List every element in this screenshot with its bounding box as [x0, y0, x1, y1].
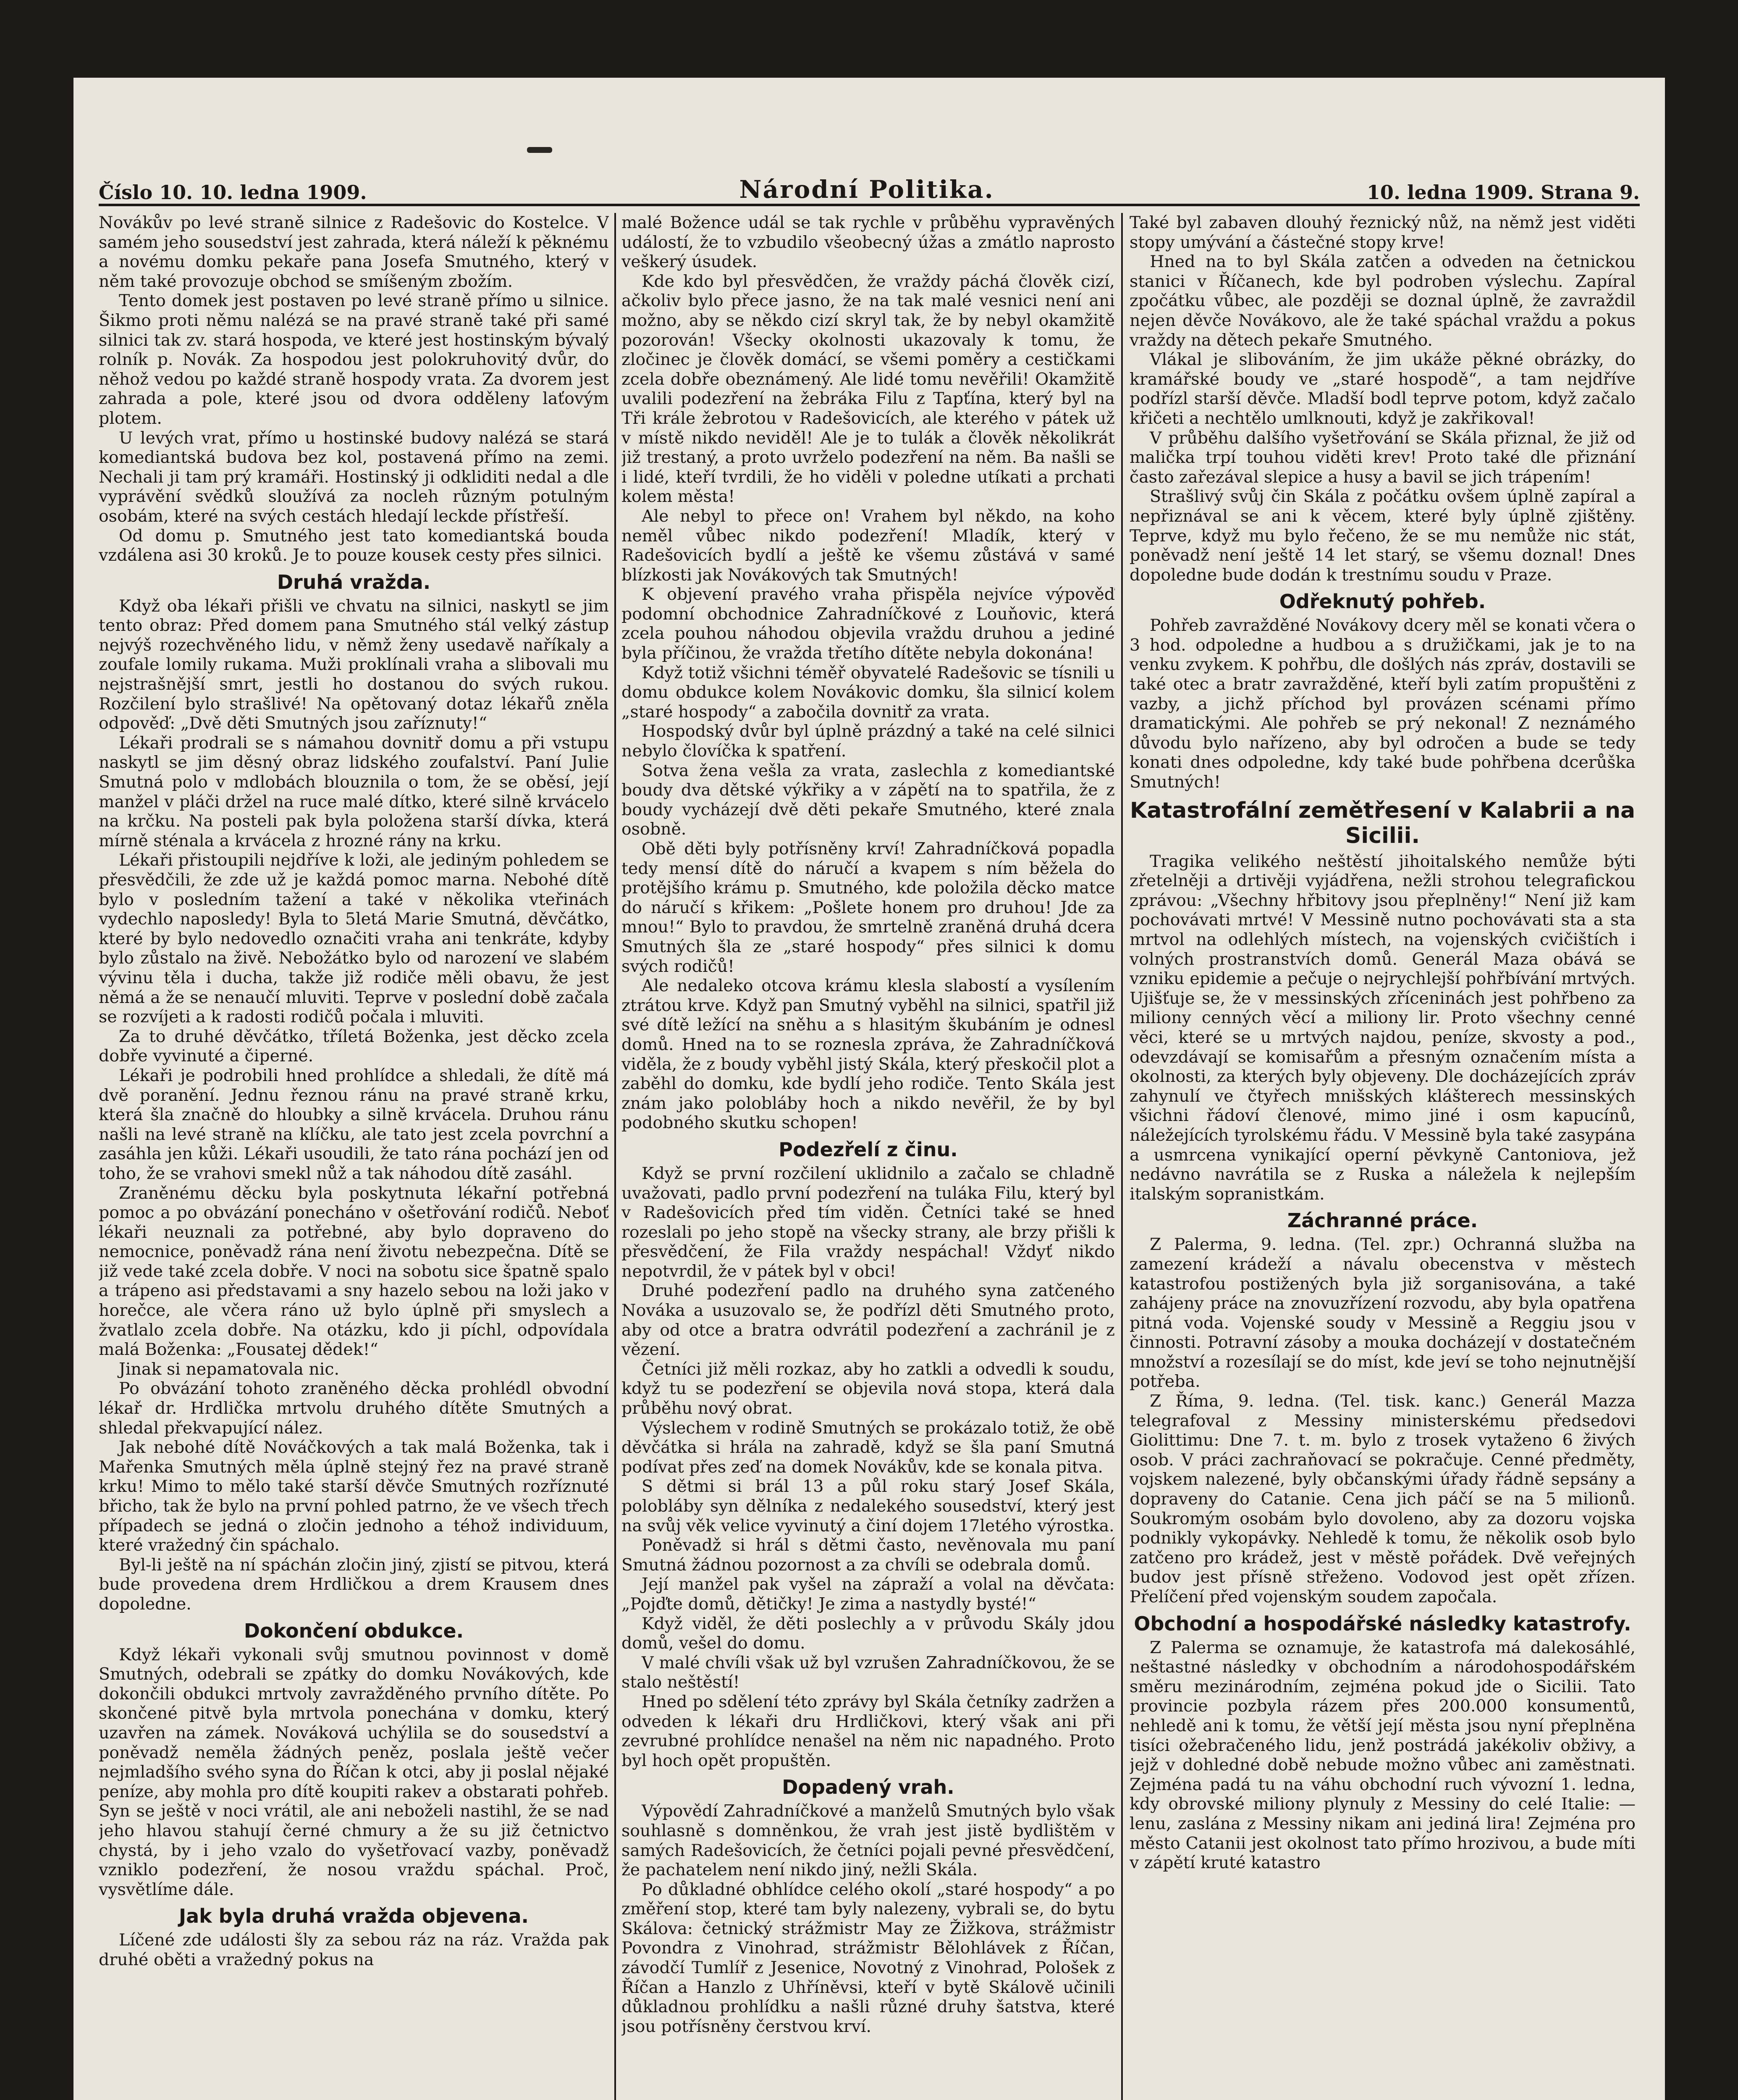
paragraph: Lékaři je podrobili hned prohlídce a shledali, že dítě má dvě poranění. Jednu řeznou ránu na pravé straně krku, která šla značně do hloubky a silně krvácela. Druhou ránu našli na levé straně na klíčku, ale tato jest zcela povrchní a zasáhla jen kůži. Lékaři usoudili, že tato rána pochází jen od toho, že se vrahovi smekl nůž a tak náhodou dítě zasáhl. — [99, 1066, 609, 1183]
issue-number: Číslo 10. 10. ledna 1909. — [99, 181, 367, 204]
paragraph: Poněvadž si hrál s dětmi často, nevěnovala mu paní Smutná žádnou pozornost a za chvíli se odebrala domů. — [621, 1536, 1115, 1575]
paragraph: K objevení pravého vraha přispěla nejvíce výpověď podomní obchodnice Zahradníčkové z Louňovic, která zcela pouhou náhodou objevila vraždu druhou a jediné byla příčinou, že vražda třetího dítěte nebyla dokonána! — [621, 585, 1115, 663]
paragraph: Líčené zde události šly za sebou ráz na ráz. Vražda pak druhé oběti a vražedný pokus na — [99, 1930, 609, 1969]
paragraph: Za to druhé děvčátko, tříletá Boženka, jest děcko zcela dobře vyvinuté a čiperné. — [99, 1026, 609, 1066]
page-smudge — [527, 147, 552, 153]
paragraph: Také byl zabaven dlouhý řeznický nůž, na němž jest viděti stopy umývání a částečné stopy krve! — [1130, 213, 1636, 252]
paragraph: Od domu p. Smutného jest tato komediantská bouda vzdálena asi 30 kroků. Je to pouze kousek cesty přes silnici. — [99, 526, 609, 565]
paragraph: U levých vrat, přímo u hostinské budovy nalézá se stará komediantská budova bez kol, postavená přímo na zemi. Nechali ji tam prý kramáři. Hostinský ji odkliditi nedal a dle vyprávění svědků sloužívá za nocleh různým potulným osobám, které na svých cestách hledají leckde přístřeší. — [99, 428, 609, 526]
masthead-rule — [99, 204, 1640, 206]
paragraph: Tragika velikého neštěstí jihoitalského nemůže býti zřetelněji a drtivěji vyjádřena, nežli strohou telegrafickou zprávou: „Všechny hřbitovy jsou přeplněny!“ Není již kam pochovávati mrtvé! V Messině nutno pochovávati sta a sta mrtvol na odlehlých místech, na vojenských cvičištích i volných prostranstvích domů. Generál Maza obává se vzniku epidemie a pečuje o nejrychlejší pohřbívání mrtvých. Ujišťuje se, že v messinských zříceninách jest pohřbeno za miliony cenných věcí a miliony lir. Proto všechny cenné věci, které se u mrtvých najdou, peníze, skvosty a pod., odevzdávají se komisařům a přesným označením místa a okolnosti, za kterých byly objeveny. Dle docházejících zpráv zahynulí ve čtyřech mnišských klášterech messinských všichni řádoví členové, mimo jiné i osm kapucínů, náležejících tyrolskému řádu. V Messině byla také zasypána a usmrcena vynikající operní pěvkyně Cantoniova, jež nedávno navrátila se z Ruska a náležela k nejlepším italským sopranistkám. — [1130, 851, 1636, 1204]
paragraph: Lékaři prodrali se s námahou dovnitř domu a při vstupu naskytl se jim děsný obraz lidského zoufalství. Paní Julie Smutná polo v mdlobách blouznila o tom, že se oběsí, její manžel v pláči držel na ruce malé dítko, které silně krvácelo na krčku. Na posteli pak byla položena starší dívka, která mírně sténala a krvácela z hrozné rány na krku. — [99, 733, 609, 850]
column-1 — [99, 213, 609, 2100]
section-heading: Druhá vražda. — [277, 570, 431, 593]
paragraph: Ale nedaleko otcova krámu klesla slabostí a vysílením ztrátou krve. Když pan Smutný vyběhl na silnici, spatřil již své dítě ležící na sněhu a s hlasitým škubáním je odnesl domů. Hned na to se roznesla zpráva, že Zahradníčková viděla, že z boudy vyběhl jistý Skála, který přeskočil plot a zaběhl do domku, kde bydlí jeho rodiče. Tento Skála jest znám jako polobláby hoch a nikdo nevěřil, že by byl podobného skutku schopen! — [621, 976, 1115, 1133]
paragraph: Jak nebohé dítě Nováčkových a tak malá Boženka, tak i Mařenka Smutných měla úplně stejný řez na pravé straně krku! Mimo to mělo také starší děvče Smutných rozříznuté břicho, tak že bylo na první pohled patrno, že ve všech třech případech se jedná o zločin jednoho a téhož individuum, které vražedný čin spáchalo. — [99, 1438, 609, 1555]
paragraph: V průběhu dalšího vyšetřování se Skála přiznal, že již od malička trpí touhou viděti krev! Proto také dle přiznání často zařezával slepice a husy a bavil se jich trápením! — [1130, 428, 1636, 487]
paragraph: Sotva žena vešla za vrata, zaslechla z komediantské boudy dva dětské výkřiky a v zápětí na to spatřila, že z boudy vycházejí dvě děti pekaře Smutného, které znala osobně. — [621, 761, 1115, 839]
masthead — [99, 166, 1640, 204]
paragraph: Výpovědí Zahradníčkové a manželů Smutných bylo však souhlasně s domněnkou, že vrah jest jistě bydlištěm v samých Radešovicích, že četníci pojali pevné přesvědčení, že pachatelem není nikdo jiný, nežli Skála. — [621, 1801, 1115, 1880]
paragraph: Ale nebyl to přece on! Vrahem byl někdo, na koho neměl vůbec nikdo podezření! Mladík, který v Radešovicích bydlí a ještě ke všemu zůstává v samé blízkosti jak Novákových tak Smutných! — [621, 506, 1115, 585]
paragraph: Po obvázání tohoto zraněného děcka prohlédl obvodní lékař dr. Hrdlička mrtvolu druhého dítěte Smutných a shledal překvapující nález. — [99, 1379, 609, 1438]
paragraph: Hned na to byl Skála zatčen a odveden na četnickou stanici v Říčanech, kde byl podroben výslechu. Zapíral zpočátku vůbec, ale později se doznal úplně, že zavraždil nejen děvče Novákovo, ale že také spáchal vraždu a pokus vraždy na dětech pekaře Smutného. — [1130, 252, 1636, 350]
section-heading: Jak byla druhá vražda objevena. — [178, 1905, 529, 1928]
paragraph: Lékaři přistoupili nejdříve k loži, ale jediným pohledem se přesvědčili, že zde už je každá pomoc marna. Nebohé dítě bylo v posledním tažení a také v několika vteřinách vydechlo naposledy! Byla to 5letá Marie Smutná, děvčátko, které by bylo nedovedlo označiti vraha ani tenkráte, kdyby bylo zůstalo na živě. Nebožátko bylo od narození ve slabém vývinu těla i ducha, takže již rodiče měli obavu, že jest němá a že se nenaučí mluviti. Teprve v poslední době začala se rozvíjeti a k radosti rodičů počala i mluviti. — [99, 850, 609, 1027]
paragraph: malé Božence udál se tak rychle v průběhu vypravěných událostí, že to vzbudilo všeobecný úžas a zmátlo naprosto veškerý úsudek. — [621, 213, 1115, 272]
paragraph: Když se první rozčilení uklidnilo a začalo se chladně uvažovati, padlo první podezření na tuláka Filu, který byl v Radešovicích před tím viděn. Četníci také se hned rozeslali po jeho stopě na všecky strany, ale brzy přišli k přesvědčení, že Fila vraždy nespáchal! Vždyť nikdo nepotvrdil, že v pátek byl v obci! — [621, 1163, 1115, 1281]
column-2 — [621, 213, 1115, 2100]
section-heading: Dokončení obdukce. — [244, 1619, 464, 1642]
paragraph: Z Palerma, 9. ledna. (Tel. zpr.) Ochranná služba na zamezení krádeží a návalu obecenstva v městech katastrofou postižených byla již sorganisována, a také zahájeny práce na znovuzřízení rozvodu, aby byla opatřena pitná voda. Vojenské soudy v Messině a Reggiu jsou v činnosti. Potravní zásoby a mouka docházejí v dostatečném množství a rozesílají se do míst, kde jeví se toho nejnutnější potřeba. — [1130, 1235, 1636, 1391]
paragraph: Výslechem v rodině Smutných se prokázalo totiž, že obě děvčátka si hrála na zahradě, když se šla paní Smutná podívat přes zeď na domek Novákův, kde se konala pitva. — [621, 1418, 1115, 1477]
paragraph: Jinak si nepamatovala nic. — [119, 1359, 340, 1379]
paragraph: Strašlivý svůj čin Skála z počátku ovšem úplně zapíral a nepřiznával se ani k věcem, které byly úplně zjištěny. Teprve, když mu bylo řečeno, že se mu nemůže nic stát, poněvadž není ještě 14 let starý, se všemu doznal! Dnes dopoledne bude dodán k trestnímu soudu v Praze. — [1130, 487, 1636, 585]
column-divider — [1121, 213, 1123, 2100]
paragraph: Druhé podezření padlo na druhého syna zatčeného Nováka a usuzovalo se, že podřízl děti Smutného proto, aby od otce a bratra odvrátil podezření a zachránil je z vězení. — [621, 1281, 1115, 1360]
date-page-number: 10. ledna 1909. Strana 9. — [1366, 181, 1640, 204]
paragraph: V malé chvíli však už byl vzrušen Zahradníčkovou, že se stalo neštěstí! — [621, 1653, 1115, 1692]
paragraph: Hned po sdělení této zprávy byl Skála četníky zadržen a odveden k lékaři dru Hrdličkovi, který však ani při zevrubné prohlídce nenašel na něm nic napadného. Proto byl hoch opět propuštěn. — [621, 1692, 1115, 1770]
column-divider — [614, 213, 616, 2100]
section-heading: Dopadený vrah. — [782, 1776, 954, 1799]
paragraph: Po důkladné obhlídce celého okolí „staré hospody“ a po změření stop, které tam byly nalezeny, vybrali se, do bytu Skálova: četnický strážmistr May ze Žižkova, strážmistr Povondra z Vinohrad, strážmistr Bělohlávek z Říčan, závodčí Tumlíř z Jesenice, Novotný z Vinohrad, Pološek z Říčan a Hanzlo z Uhříněvsi, kteří v bytě Skálově učinili důkladnou prohlídku a našli různé druhy šatstva, které jsou potřísněny čerstvou krví. — [621, 1880, 1115, 2036]
paragraph: Když totiž všichni téměř obyvatelé Radešovic se tísnili u domu obdukce kolem Novákovic domku, šla silnicí kolem „staré hospody“ a zabočila dovnitř za vrata. — [621, 663, 1115, 722]
paragraph: Četníci již měli rozkaz, aby ho zatkli a odvedli k soudu, když tu se podezření se objevila nová stopa, která dala průběhu nový obrat. — [621, 1359, 1115, 1418]
paragraph: Z Palerma se oznamuje, že katastrofa má dalekosáhlé, neštastné následky v obchodním a národohospodářském směru mezinárodním, zejména pokud jde o Sicilii. Tato provincie pozbyla rázem přes 200.000 konsumentů, nehledě ani k tomu, že větší její města jsou nyní přeplněna tisíci ožebračeného lidu, jenž postrádá jakékoliv obživy, a jejž v dohledné době nebude možno vůbec ani zaměstnati. Zejména padá tu na váhu obchodní ruch vývozní 1. ledna, kdy obrovské miliony plynuly z Messiny do celé Italie: — lenu, zaslána z Messiny nikam ani jediná lira! Zejména pro město Catanii jest okolnost tato přímo hrozivou, a bude míti v zápětí kruté katastro — [1130, 1638, 1636, 1873]
paragraph: Byl-li ještě na ní spáchán zločin jiný, zjistí se pitvou, která bude provedena drem Hrdličkou a drem Krausem dnes dopoledne. — [99, 1555, 609, 1614]
column-3 — [1130, 213, 1636, 2100]
paragraph: Pohřeb zavražděné Novákovy dcery měl se konati včera o 3 hod. odpoledne a hudbou a s družičkami, jak je to na venku zvykem. K pohřbu, dle došlých nás zpráv, dostavili se také otec a bratr zavražděné, kteří byli zatím propuštěni z vazby, a jichž příchod byl provázen scénami přímo dramatickými. Ale pohřeb se prý nekonal! Z neznámého důvodu bylo nařízeno, aby byl odročen a bude se tedy konati dnes odpoledne, kdy také bude pohřbena dcerůška Smutných! — [1130, 616, 1636, 792]
paragraph: S dětmi si brál 13 a půl roku starý Josef Skála, polobláby syn dělníka z nedalekého sousedství, který jest na svůj věk velice vyvinutý a činí dojem 17letého výrostka. — [621, 1477, 1115, 1536]
paragraph: Když viděl, že děti poslechly a v průvodu Skály jdou domů, vešel do domu. — [621, 1614, 1115, 1653]
paragraph: Její manžel pak vyšel na zápraží a volal na děvčata: „Pojďte domů, dětičky! Je zima a nastydly bysté!“ — [621, 1575, 1115, 1614]
paragraph: Vlákal je slibováním, že jim ukáže pěkné obrázky, do kramářské boudy ve „staré hospodě“, a tam nejdříve podřízl starší děvče. Mladší bodl teprve potom, když začalo křičeti a nechtělo umlknouti, když je zakřikoval! — [1130, 350, 1636, 428]
article-headline: Katastrofální zemětřesení v Kalabrii a na Sicilii. — [1130, 798, 1636, 848]
paragraph: Kde kdo byl přesvědčen, že vraždy páchá člověk cizí, ačkoliv bylo přece jasno, že na tak malé vesnici není ani možno, aby se někdo cizí skryl tak, že by nebyl okamžitě pozorován! Všecky okolnosti ukazovaly k tomu, že zločinec je člověk domácí, se všemi poměry a cestičkami zcela dobře obeznámený. Ale lidé tomu nevěřili! Okamžitě uvalili podezření na žebráka Filu z Tapťína, který byl na Tři krále žebrotou v Radešovicích, ale kterého v pátek už v místě nikdo neviděl! Ale je to tulák a člověk několikrát již trestaný, a proto uvrželo podezření na něm. Ba našli se i lidé, kteří tvrdili, že ho viděli v poledne utíkati a prchati kolem města! — [621, 271, 1115, 507]
newspaper-page — [73, 78, 1665, 2100]
section-heading: Záchranné práce. — [1287, 1209, 1478, 1232]
paragraph: Z Říma, 9. ledna. (Tel. tisk. kanc.) Generál Mazza telegrafoval z Messiny ministerskému předsedovi Giolittimu: Dne 7. t. m. bylo z trosek vytaženo 6 živých osob. V práci zachraňovací se pokračuje. Cenné předměty, vojskem nalezené, byly občanskými úřady řádně sepsány a dopraveny do Catanie. Cena jich páčí se na 5 milionů. Soukromým osobám bylo dovoleno, aby za dozoru vojska podnikly vykopávky. Nehledě k tomu, že několik osob bylo zatčeno pro krádež, jest v městě pořádek. Dvě veřejných budov jest přísně střeženo. Vodovod jest opět zřízen. Přelíčení před vojenským soudem započala. — [1130, 1391, 1636, 1606]
paragraph: Tento domek jest postaven po levé straně přímo u silnice. Šikmo proti němu nalézá se na pravé straně také při samé silnici tak zv. stará hospoda, ve které jest hostinským bývalý rolník p. Novák. Za hospodou jest polokruhovitý dvůr, do něhož vedou po každé straně hospody vrata. Za dvorem jest zahrada a pole, které jsou od dvora odděleny laťovým plotem. — [99, 291, 609, 428]
paragraph: Když lékaři vykonali svůj smutnou povinnost v domě Smutných, odebrali se zpátky do domku Novákových, kde dokončili obdukci mrtvoly zavražděného prvního dítěte. Po skončené pitvě byla mrtvola ponechána v domku, který uzavřen na zámek. Nováková uchýlila se do sousedství a poněvadž neměla žádných peněz, poslala ještě večer nejmladšího svého syna do Říčan k otci, aby ji poslal nějaké peníze, aby mohla pro dítě koupiti rakev a obstarati pohřeb. Syn se ještě v noci vrátil, ale ani neboželi nastihl, že se nad jeho hlavou stahují černé chmury a že su již četnictvo chystá, by i jeho vzalo do vyšetřovací vazby, poněvadž vzniklo podezření, že nosou vraždu spáchal. Proč, vysvětlíme dále. — [99, 1645, 609, 1899]
paragraph: Novákův po levé straně silnice z Radešovic do Kostelce. V samém jeho sousedství jest zahrada, která náleží k pěknému a novému domku pekaře pana Josefa Smutného, který v něm také provozuje obchod se smíšeným zbožím. — [99, 213, 609, 291]
paragraph: Když oba lékaři přišli ve chvatu na silnici, naskytl se jim tento obraz: Před domem pana Smutného stál velký zástup nejvýš rozechvěného lidu, v němž ženy usedavě naříkaly a zoufale lomily rukama. Muži proklínali vraha a slibovali mu nejstrašnější smrt, jestli ho dostanou do svých rukou. Rozčilení bylo strašlivé! Na opětovaný dotaz lékařů zněla odpověď: „Dvě děti Smutných jsou zaříznuty!“ — [99, 596, 609, 733]
section-heading: Obchodní a hospodářské následky katastrofy. — [1134, 1612, 1631, 1635]
paragraph: Obě děti byly potřísněny krví! Zahradníčková popadla tedy mensí dítě do náručí a kvapem s ním běžela do protějšího krámu p. Smutného, kde položila děcko matce do náručí s křikem: „Pošlete honem pro druhou! Jde za mnou!“ Bylo to pravdou, že smrtelně zraněná druhá dcera Smutných šla ze „staré hospody“ přes silnici k domu svých rodičů! — [621, 839, 1115, 976]
paragraph: Hospodský dvůr byl úplně prázdný a také na celé silnici nebylo človíčka k spatření. — [621, 722, 1115, 761]
section-heading: Odřeknutý pohřeb. — [1279, 590, 1486, 613]
paragraph: Zraněnému děcku byla poskytnuta lékařní potřebná pomoc a po obvázání ponecháno v ošetřování rodičů. Neboť lékaři neuznali za potřebné, aby bylo dopraveno do nemocnice, poněvadž rána není životu nebezpečna. Dítě se již vede také zcela dobře. V noci na sobotu sice špatně spalo a trápeno asi představami a sny hazelo sebou na loži jako v horečce, ale včera ráno už bylo úplně při smyslech a žvatlalo zcela dobře. Na otázku, kdo ji píchl, odpovídala malá Boženka: „Fousatej dědek!“ — [99, 1183, 609, 1360]
newspaper-title: Národní Politika. — [739, 175, 994, 204]
section-heading: Podezřelí z činu. — [779, 1138, 958, 1161]
